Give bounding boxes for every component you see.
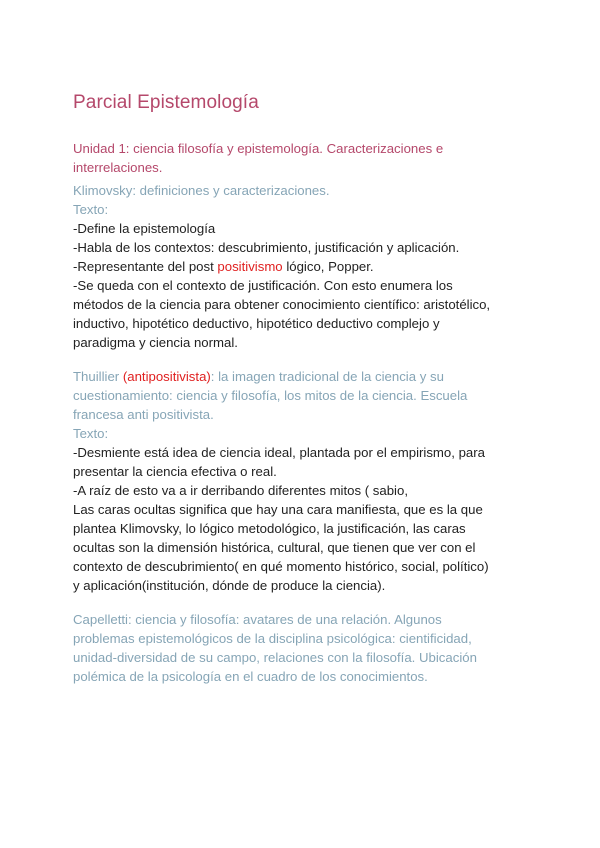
klimovsky-line-4: -Se queda con el contexto de justificación. Con esto enumera los	[73, 278, 453, 293]
thuillier-line-3: -A raíz de esto va a ir derribando diferentes mitos ( sabio,	[73, 483, 408, 498]
thuillier-section	[73, 367, 543, 595]
klimovsky-section	[73, 181, 543, 352]
klimovsky-heading: Klimovsky: definiciones y caracterizaciones.	[73, 183, 330, 198]
thuillier-heading-line-2: cuestionamiento: ciencia y filosofía, los mitos de la ciencia. Escuela	[73, 388, 468, 403]
klimovsky-line-7: paradigma y ciencia normal.	[73, 335, 238, 350]
thuillier-line-8: y aplicación(institución, dónde de produce la ciencia).	[73, 578, 386, 593]
highlight-antipositivista: (antipositivista)	[122, 369, 211, 384]
thuillier-line-6: ocultas son la dimensión histórica, cultural, que tienen que ver con el	[73, 540, 476, 555]
klimovsky-line-3-pre: -Representante del post	[73, 259, 218, 274]
klimovsky-line-5: métodos de la ciencia para obtener conocimiento científico: aristotélico,	[73, 297, 491, 312]
capelletti-line-3: unidad-diversidad de su campo, relaciones con la filosofía. Ubicación	[73, 650, 477, 665]
unit-1-line-2: interrelaciones.	[73, 160, 163, 175]
thuillier-name: Thuillier	[73, 369, 123, 384]
capelletti-section	[73, 610, 543, 686]
klimovsky-line-3	[73, 257, 543, 276]
thuillier-texto-label: Texto:	[73, 426, 109, 441]
klimovsky-line-1: -Define la epistemología	[73, 221, 216, 236]
capelletti-line-2: problemas epistemológicos de la disciplina psicológica: cientificidad,	[73, 631, 472, 646]
thuillier-line-4: Las caras ocultas significa que hay una cara manifiesta, que es la que	[73, 502, 483, 517]
thuillier-heading-line-3: francesa anti positivista.	[73, 407, 214, 422]
unit-1-line-1: Unidad 1: ciencia filosofía y epistemología. Caracterizaciones e	[73, 141, 444, 156]
klimovsky-line-6: inductivo, hipotético deductivo, hipotético deductivo complejo y	[73, 316, 440, 331]
document-title: Parcial Epistemología	[73, 92, 259, 113]
klimovsky-line-2: -Habla de los contextos: descubrimiento, justificación y aplicación.	[73, 240, 460, 255]
thuillier-heading-line-1	[73, 367, 543, 386]
capelletti-line-1: Capelletti: ciencia y filosofía: avatares de una relación. Algunos	[73, 612, 442, 627]
klimovsky-texto-label: Texto:	[73, 202, 109, 217]
thuillier-line-5: plantea Klimovsky, lo lógico metodológico, la justificación, las caras	[73, 521, 466, 536]
thuillier-heading-rest: : la imagen tradicional de la ciencia y su	[210, 369, 444, 384]
capelletti-line-4: polémica de la psicología en el cuadro de los conocimientos.	[73, 669, 428, 684]
thuillier-line-1: -Desmiente está idea de ciencia ideal, plantada por el empirismo, para	[73, 445, 485, 460]
thuillier-line-7: contexto de descubrimiento( en qué momento histórico, social, político)	[73, 559, 489, 574]
highlight-positivismo: positivismo	[217, 259, 283, 274]
klimovsky-line-3-post: lógico, Popper.	[282, 259, 374, 274]
thuillier-line-2: presentar la ciencia efectiva o real.	[73, 464, 277, 479]
unit-1-heading	[73, 139, 543, 177]
